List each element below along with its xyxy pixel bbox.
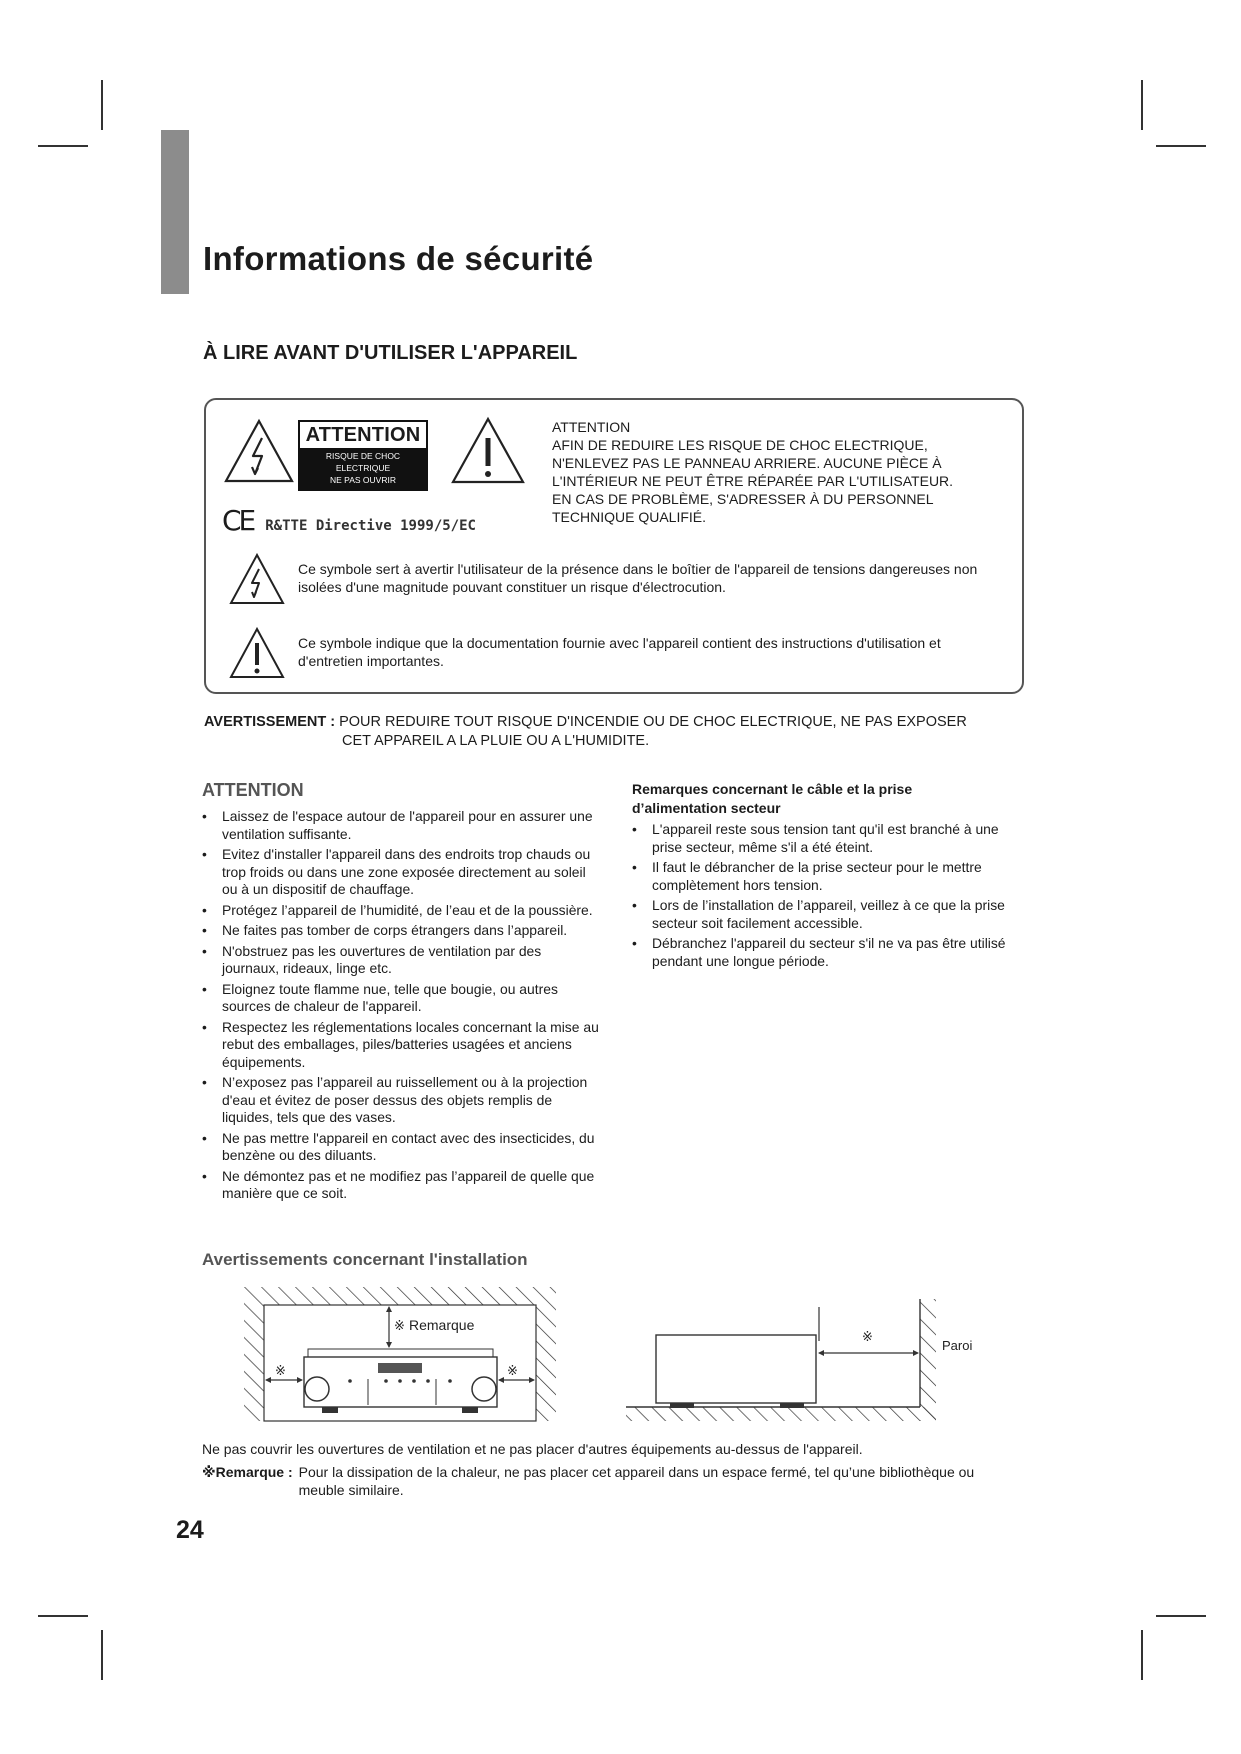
lightning-symbol-text: Ce symbole sert à avertir l'utilisateur de la présence dans le boîtier de l'appareil de tensions dangereuses non isolées d'une magnitude pouvant constituer un risque d'électrocution. (298, 561, 978, 595)
exclamation-symbol-icon (228, 626, 286, 680)
list-item: • Débranchez l'appareil du secteur s'il ne va pas être utilisé pendant une longue période. (632, 935, 1012, 970)
avertissement-text: POUR REDUIRE TOUT RISQUE D'INCENDIE OU DE CHOC ELECTRIQUE, NE PAS EXPOSER (339, 714, 967, 730)
avertissement-text: CET APPAREIL A LA PLUIE OU A L'HUMIDITE. (342, 733, 650, 749)
list-item: • Evitez d'installer l'appareil dans des endroits trop chauds ou trop froids ou dans une zone exposée directement au soleil ou à un dispositif de chauffage. (202, 846, 602, 899)
notice-line: TECHNIQUE QUALIFIÉ. (552, 509, 707, 525)
ce-directive (222, 504, 476, 537)
list-item: • Ne pas mettre l'appareil en contact avec des insecticides, du benzène ou des diluants. (202, 1130, 602, 1165)
page-title: Informations de sécurité (203, 240, 594, 277)
remark-note-text: Pour la dissipation de la chaleur, ne pas placer cet appareil dans un espace fermé, tel qu’une bibliothèque ou meuble similaire. (298, 1464, 975, 1498)
crop-mark (101, 80, 103, 130)
crop-mark (1141, 1630, 1143, 1680)
unit-display (378, 1363, 422, 1373)
list-item: • Laissez de l'espace autour de l'appareil pour en assurer une ventilation suffisante. (202, 808, 602, 843)
unit-foot (322, 1407, 338, 1413)
lightning-warning-icon (223, 418, 295, 484)
list-item: • Ne faites pas tomber de corps étrangers dans l’appareil. (202, 922, 602, 940)
wall-clearance-diagram (612, 1283, 1007, 1425)
exclamation-symbol-text: Ce symbole indique que la documentation fournie avec l'appareil contient des instructions d'utilisation et d'entretien importantes. (298, 635, 941, 669)
crop-mark (38, 1615, 88, 1617)
list-item: • Eloignez toute flamme nue, telle que bougie, ou autres sources de chaleur de l'appareil. (202, 981, 602, 1016)
wall-label: Paroi (942, 1338, 973, 1353)
wall-hatch (920, 1299, 936, 1421)
unit-top (308, 1349, 493, 1357)
heading-line: Remarques concernant le câble et la prise (632, 781, 913, 797)
notice-line: ATTENTION (552, 419, 631, 435)
remark-note-label: ※Remarque : (202, 1464, 293, 1480)
remark-label: Remarque (409, 1317, 475, 1333)
unit-side-view (656, 1335, 816, 1403)
unit-foot (462, 1407, 478, 1413)
notice-line: EN CAS DE PROBLÈME, S'ADRESSER À DU PERSONNEL (552, 491, 934, 507)
list-item: • L'appareil reste sous tension tant qu'il est branché à une prise secteur, même s'il a été éteint. (632, 821, 1012, 856)
crop-mark (1156, 1615, 1206, 1617)
list-item: • Lors de l’installation de l’appareil, veillez à ce que la prise secteur soit facilement accessible. (632, 897, 1012, 932)
attention-list (202, 808, 602, 1203)
exclamation-warning-icon (450, 416, 526, 486)
attention-section (202, 780, 602, 1206)
warning-box (204, 398, 1024, 694)
section-marker-bar (161, 130, 189, 294)
attention-notice (552, 418, 1012, 526)
list-item: • N’exposez pas l’appareil au ruissellement ou à la projection d'eau et évitez de poser dessus des objets remplis de liquides, tels que des vases. (202, 1074, 602, 1127)
ventilation-note: Ne pas couvrir les ouvertures de ventilation et ne pas placer d'autres équipements au-dessus de l'appareil. (202, 1441, 863, 1457)
power-cable-list (632, 821, 1012, 970)
label-sub-line: NE PAS OUVRIR (330, 475, 396, 485)
volume-knob-icon (305, 1377, 329, 1401)
unit-foot (670, 1403, 694, 1408)
installation-heading: Avertissements concernant l'installation (202, 1250, 528, 1269)
avertissement-line (204, 713, 1024, 732)
list-item: • Il faut le débrancher de la prise secteur pour le mettre complètement hors tension. (632, 859, 1012, 894)
list-item: • Ne démontez pas et ne modifiez pas l’appareil de quelle que manière que ce soit. (202, 1168, 602, 1203)
notice-line: L'INTÉRIEUR NE PEUT ÊTRE RÉPARÉE PAR L'UTILISATEUR. (552, 473, 954, 489)
ref-mark: ※ (275, 1364, 286, 1379)
directive-text: R&TTE Directive 1999/5/EC (265, 518, 476, 534)
power-cable-heading (632, 780, 1012, 818)
label-sub-line: RISQUE DE CHOC ELECTRIQUE (325, 451, 401, 473)
floor-hatch (626, 1407, 936, 1421)
attention-label (298, 420, 428, 491)
crop-mark (1156, 145, 1206, 147)
ref-mark: ※ (862, 1330, 873, 1345)
notice-line: N'ENLEVEZ PAS LE PANNEAU ARRIERE. AUCUNE PIÈCE À (552, 455, 942, 471)
list-item: • N'obstruez pas les ouvertures de ventilation par des journaux, rideaux, linge etc. (202, 943, 602, 978)
section-title: À LIRE AVANT D'UTILISER L'APPAREIL (203, 342, 578, 364)
crop-mark (38, 145, 88, 147)
ce-mark-logo: CE (222, 504, 254, 537)
enclosure-diagram (240, 1283, 560, 1425)
attention-heading: ATTENTION (202, 780, 304, 800)
lightning-symbol-icon (228, 552, 286, 606)
input-knob-icon (472, 1377, 496, 1401)
heading-line: d’alimentation secteur (632, 800, 781, 816)
list-item: • Respectez les réglementations locales concernant la mise au rebut des emballages, piles/batteries usagées et anciens équipements. (202, 1019, 602, 1072)
ref-mark: ※ (394, 1319, 405, 1334)
power-cable-section (632, 780, 1012, 973)
list-item: • Protégez l’appareil de l’humidité, de l’eau et de la poussière. (202, 902, 602, 920)
ref-mark: ※ (507, 1364, 518, 1379)
unit-foot (780, 1403, 804, 1408)
avertissement-label: AVERTISSEMENT : (204, 714, 336, 730)
avertissement-notice (204, 713, 1024, 751)
page-number: 24 (176, 1516, 204, 1544)
attention-label-sub (300, 448, 426, 489)
notice-line: AFIN DE REDUIRE LES RISQUE DE CHOC ELECTRIQUE, (552, 437, 928, 453)
crop-mark (101, 1630, 103, 1680)
crop-mark (1141, 80, 1143, 130)
attention-label-heading: ATTENTION (305, 424, 421, 446)
heat-remark (202, 1463, 1022, 1499)
